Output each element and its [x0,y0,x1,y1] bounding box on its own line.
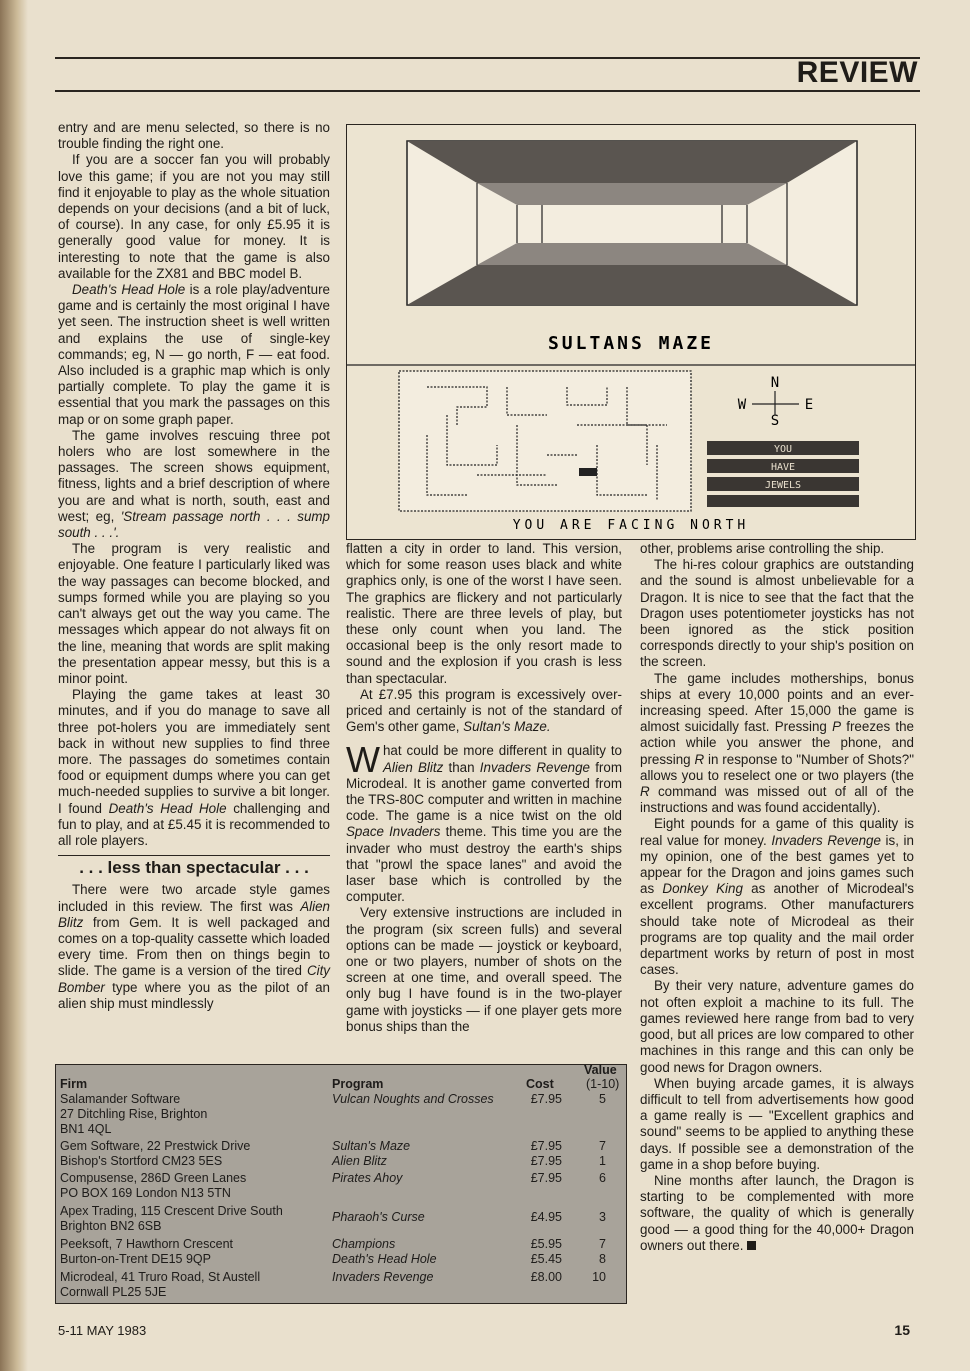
paragraph-text: The game includes motherships, bonus ships at every 10,000 points and an ever-increasing speed. After 15,000 the game is almost suicidally fast. Pressing [640,670,914,735]
sultans-maze-screen [347,125,915,539]
paragraph-text: challenging and fun to play, and at £5.45 it is recommended to all role players. [58,800,330,848]
column-3 [640,541,914,1254]
paragraph-text: At £7.95 this program is excessively over-priced and certainly is not of the standard of Gem's other game, [346,686,622,735]
paragraph: By their very nature, adventure games do not often exploit a machine to its full. The games reviewed here range from bad to very good, but all prices are low compared to other machines in this range and this can only be good news for Dragon owners. [640,978,914,1075]
paragraph-text: from Gem. It is well packaged and comes on a top-quality cassette which loaded every time. From then on things begin to slide. The game is a version of the tired [58,914,330,979]
game-title: Invaders Revenge [479,759,590,775]
column-2 [346,541,622,1035]
paragraph [346,739,622,905]
program-cell: Invaders Revenge [332,1270,434,1284]
cost-line: £5.95 [530,1237,562,1251]
cost-line: £7.95 [530,1139,562,1153]
key-letter: R [640,784,650,800]
paragraph-text: command was missed out of all of the instructions and was found accidentally). [640,784,914,816]
firm-line: 27 Ditchling Rise, Brighton [60,1107,208,1121]
value-cell: 5 [599,1092,606,1106]
game-title: Sultan's Maze. [463,719,551,735]
firm-cell [60,1171,330,1201]
game-title: Donkey King [662,881,743,897]
paragraph: If you are a soccer fan you will probably love this game; if you are not you may still find it enjoyable to play as the whole situation depends on your decisions (and a bit of luck, of course). In any case, for only £5.95 it is generally good value for money. It is interesting to note that the game is also available for the ZX81 and BBC model B. [58,152,330,281]
screenshot-status: YOU ARE FACING NORTH [512,518,750,533]
value-line: 1 [599,1154,606,1168]
paragraph [346,687,622,736]
paragraph [640,671,914,817]
value-cell: 10 [592,1270,606,1284]
firm-line: Compusense, 286D Green Lanes [60,1171,247,1185]
firm-line: Apex Trading, 115 Crescent Drive South [60,1204,283,1218]
screenshot-title: SULTANS MAZE [547,333,715,354]
paragraph-text: Nine months after launch, the Dragon is starting to be complemented with more software, the quality of which is generally good — a good thing for the 40,000+ Dragon owners out there. [640,1172,914,1253]
value-cell [584,1139,606,1169]
game-title: Alien Blitz [382,759,444,775]
paragraph-text: from Microdeal. It is another game converted from the TRS-80C computer and written in machine code. The game is a nice twist on the old [346,759,622,824]
paragraph-text: The game involves rescuing three pot holers who are lost somewhere in the passages. The screen shows equipment, fitness, lights and a brief description of where you are and what is north, south, east and west; eg, [58,427,330,524]
paragraph: flatten a city in order to land. This version, which for some reason uses black and white graphics only, is one of the worst I have seen. The graphics are flickery and not particularly realistic. There are three levels of play, but these only count when you land. The occasional beep is the only resort made to sound and the explosion if you crash is less than spectacular. [346,541,622,686]
end-mark [747,1241,756,1250]
game-screenshot-figure [346,124,916,540]
section-title: REVIEW [796,56,918,89]
program-line: Death's Head Hole [332,1252,437,1266]
paragraph-text: type where you as the pilot of an alien ship must mindlessly [58,979,330,1011]
paragraph-text: hat could be more different in quality to [382,743,622,759]
table-header-program: Program [332,1077,384,1091]
firm-line: Cornwall PL25 5JE [60,1285,167,1299]
compass-s: S [770,413,780,429]
paragraph [58,882,330,1012]
paragraph [58,428,330,541]
subheading: . . . less than spectacular . . . [58,855,330,876]
cost-cell: £7.95 [530,1092,562,1106]
paragraph [58,687,330,849]
paragraph [58,282,330,428]
paragraph-text: is, in my opinion, one of the best games yet to appear for the Dragon and joins games such as [640,832,914,897]
game-title: City Bomber [58,963,330,995]
firm-line: PO BOX 169 London N13 5TN [60,1186,231,1200]
paragraph: other, problems arise controlling the ship. [640,541,885,556]
quote: 'Stream passage north . . . sump south . . .'. [58,508,331,541]
firm-line: Microdeal, 41 Truro Road, St Austell [60,1270,261,1284]
paragraph-text: as another of Microdeal's excellent programs. Other manufacturers should take note of Microdeal as their programs are top quality and the mail order department works by return of post in most cases. [640,881,914,978]
firm-line: Bishop's Stortford CM23 5ES [60,1154,223,1168]
firm-cell [60,1092,330,1137]
issue-date: 5-11 MAY 1983 [58,1323,147,1338]
inventory-label: HAVE [770,462,796,473]
value-cell: 6 [599,1171,606,1185]
program-cell [332,1139,522,1169]
table-header-value: Value [584,1063,617,1077]
player-marker [579,468,597,476]
program-line: Sultan's Maze [332,1139,411,1153]
column-1 [58,120,330,1012]
compass-w: W [737,397,747,413]
software-table [55,1064,627,1304]
inventory-label: YOU [773,444,793,455]
compass-n: N [770,375,780,391]
value-cell: 3 [599,1210,606,1224]
program-line: Alien Blitz [332,1154,387,1168]
game-title: Death's Head Hole [72,282,186,298]
header-rule-top [55,57,920,59]
value-line: 8 [599,1252,606,1266]
program-cell [332,1237,522,1267]
paragraph: The hi-res colour graphics are outstanding and the sound is almost unbelievable for a Dragon. It is nice to see that the fact that the Dragon uses potentiometer joysticks has not been ignored as the stick position corresponds directly to your ship's position on the screen. [640,557,914,670]
program-cell: Pharaoh's Curse [332,1210,425,1224]
firm-line: Salamander Software [60,1092,181,1106]
firm-cell [60,1204,330,1234]
value-line: 7 [599,1237,606,1251]
key-letter: R [694,751,705,767]
firm-line: Gem Software, 22 Prestwick Drive [60,1139,251,1153]
firm-line: Brighton BN2 6SB [60,1219,162,1233]
paragraph [640,1173,914,1254]
drop-cap: W [346,739,380,781]
paragraph: Very extensive instructions are included in the program (six screen fulls) and several options can be made — joystick or keyboard, one or two players, number of shots on the screen at one time, and overall speed. The only bug I have found is in the two-player game with joysticks — if one player gets more bonus ships than the [346,905,622,1034]
game-title: Alien Blitz [58,898,330,930]
paragraph-text: is a role play/adventure game and is certainly the most original I have yet seen. The instruction sheet is well written and explains the use of single-key commands; eg, N — go north, F — eat food. Also included is a graphic map which is only partially complete. To play the game it is essential that you mark the passages on this map or on some graph paper. [58,282,330,427]
game-title: Invaders Revenge [771,832,881,848]
program-cell: Vulcan Noughts and Crosses [332,1092,494,1106]
cost-cell: £8.00 [530,1270,562,1284]
value-cell [584,1237,606,1267]
compass-e: E [804,397,814,413]
inventory-panel [707,441,859,507]
table-header-cost: Cost [526,1077,554,1091]
inventory-label: JEWELS [764,480,802,491]
compass [738,375,813,429]
paragraph: When buying arcade games, it is always difficult to tell from advertisements how good a game really is — "Excellent graphics and sound" seems to be applied to anything these days. If possible see a demonstration of the game in a shop before buying. [640,1075,914,1172]
firm-line: BN1 4QL [60,1122,112,1136]
cost-cell: £4.95 [530,1210,562,1224]
cost-cell [522,1139,562,1169]
firm-line: Burton-on-Trent DE15 9QP [60,1252,211,1266]
firm-cell [60,1237,330,1267]
paragraph-text: Eight pounds for a game of this quality is real value for money. [640,816,914,848]
cost-cell: £7.95 [530,1171,562,1185]
paragraph-text: freezes the action while you answer the phone, and pressing [640,719,914,767]
game-title: Space Invaders [346,824,441,840]
program-cell: Pirates Ahoy [332,1171,403,1185]
paragraph: The program is very realistic and enjoyable. One feature I particularly liked was the way passages can become blocked, and sumps formed while you are playing so you can't always get out the way you came. The messages which appear do not always fit on the line, meaning that words are split making the presentation appear messy, but this is a minor point. [58,541,330,686]
table-header-firm: Firm [60,1077,88,1091]
page-binding-shadow [0,0,28,1371]
paragraph-text: than [443,759,480,775]
value-line: 7 [599,1139,606,1153]
paragraph [640,816,914,978]
game-title: Death's Head Hole [108,800,227,816]
cost-line: £5.45 [530,1252,562,1266]
cost-cell [522,1237,562,1267]
page-number: 15 [894,1322,910,1338]
cost-line: £7.95 [530,1154,562,1168]
table-header-value-range: (1-10) [586,1077,620,1091]
key-letter: P [832,719,842,735]
paragraph-text: There were two arcade style games included in this review. The first was [58,882,330,914]
header-rule-bottom [55,90,920,92]
paragraph: entry and are menu selected, so there is no trouble finding the right one. [58,120,330,152]
program-line: Champions [332,1237,396,1251]
firm-line: Peeksoft, 7 Hawthorn Crescent [60,1237,233,1251]
paragraph-text: theme. This time you are the invader who must destroy the earth's ships that "prowl the space lanes" and avoid the laser base which is controlled by the computer. [346,824,622,905]
paragraph-text: Playing the game takes at least 30 minutes, and if you do manage to save all three pot-holers you are immediately sent back in without new supplies to find three more. The passages do sometimes contain food or equipment dumps where you can get much-needed supplies to survive a bit longer. I found [58,687,330,816]
firm-cell [60,1139,330,1169]
paragraph-text: in response to "Number of Shots?" allows you to reselect one or two players (the [640,751,914,783]
firm-cell [60,1270,330,1300]
